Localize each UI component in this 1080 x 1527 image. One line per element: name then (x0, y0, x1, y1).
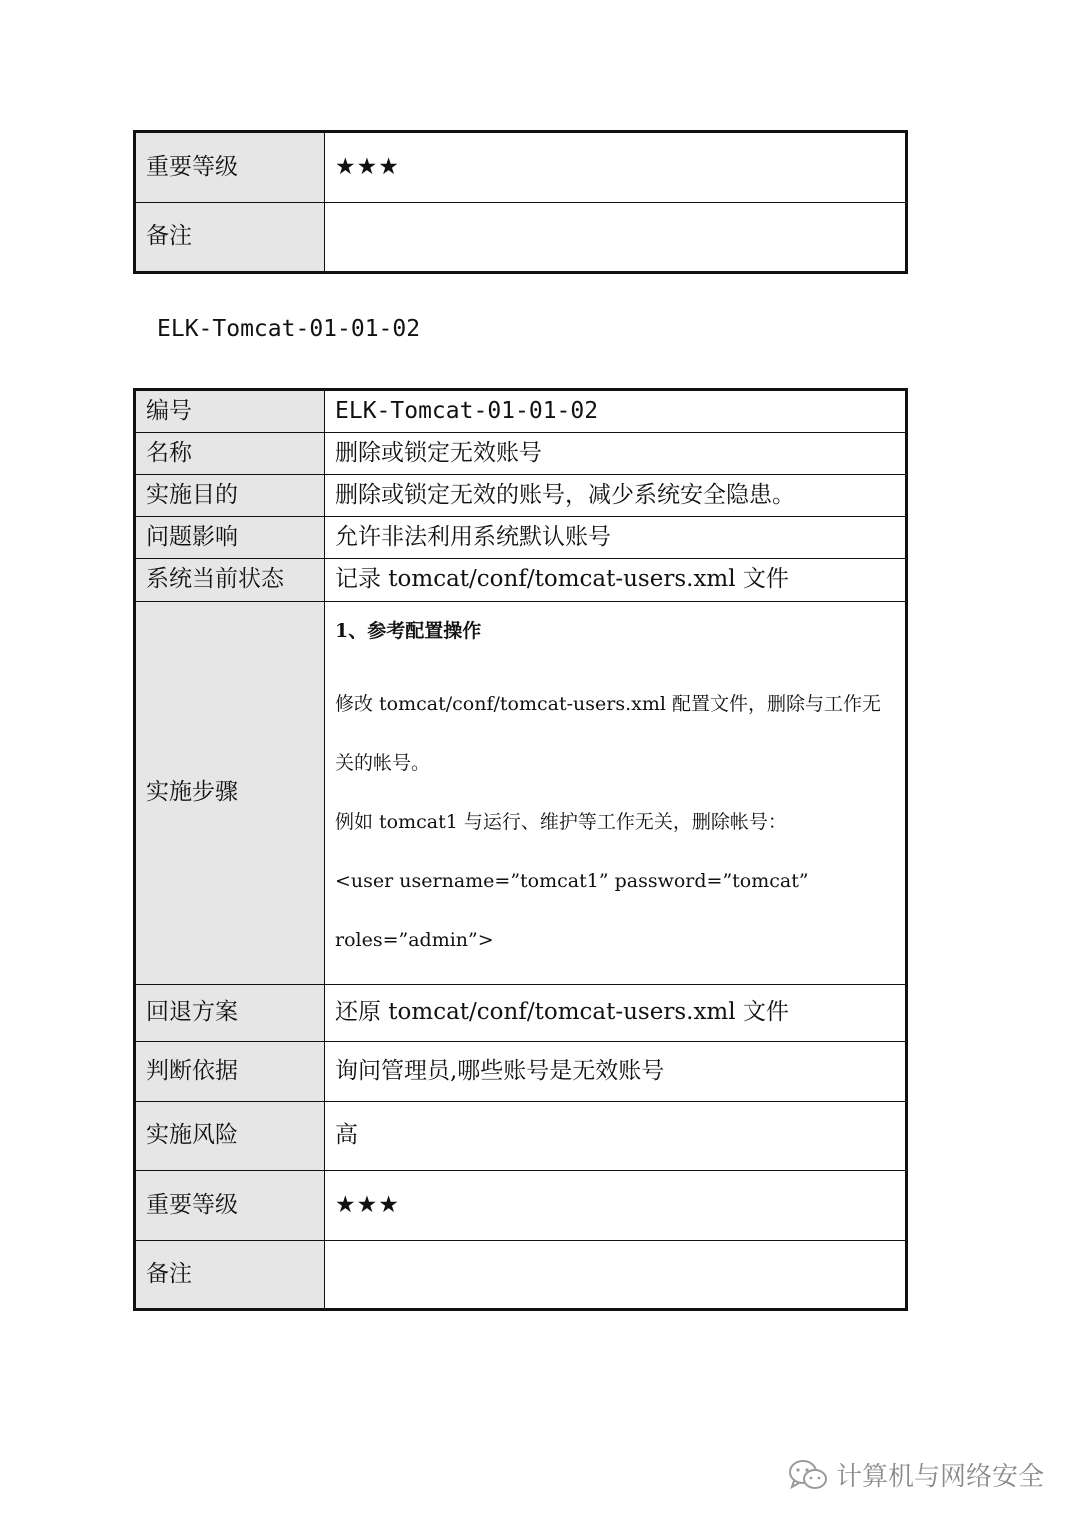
value-remarks (325, 1241, 907, 1310)
wechat-icon (788, 1458, 828, 1492)
watermark (788, 1456, 1044, 1493)
value-impact: 允许非法利用系统默认账号 (325, 517, 907, 559)
table-row (135, 1042, 907, 1102)
value-name: 删除或锁定无效账号 (325, 433, 907, 475)
table-row (135, 517, 907, 559)
label-importance: 重要等级 (135, 132, 325, 203)
value-rollback: 还原 tomcat/conf/tomcat-users.xml 文件 (325, 985, 907, 1042)
watermark-text: 计算机与网络安全 (835, 1462, 1044, 1492)
table-row (135, 433, 907, 475)
table-row (135, 602, 907, 985)
label-current-state: 系统当前状态 (135, 559, 325, 602)
info-table-2 (133, 388, 908, 1311)
label-criteria: 判断依据 (135, 1042, 325, 1102)
table-row (135, 390, 907, 433)
table-row (135, 475, 907, 517)
value-remarks (325, 203, 907, 273)
steps-line: 关的帐号。 (335, 752, 431, 774)
table-row (135, 203, 907, 273)
label-id: 编号 (135, 390, 325, 433)
table-row (135, 1241, 907, 1310)
label-importance: 重要等级 (135, 1171, 325, 1241)
label-risk: 实施风险 (135, 1102, 325, 1171)
value-purpose: 删除或锁定无效的账号，减少系统安全隐患。 (325, 475, 907, 517)
label-steps: 实施步骤 (135, 602, 325, 985)
table-row (135, 1171, 907, 1241)
label-rollback: 回退方案 (135, 985, 325, 1042)
value-importance: ★★★ (325, 1171, 907, 1241)
table-row (135, 1102, 907, 1171)
value-risk: 高 (325, 1102, 907, 1171)
table-row (135, 559, 907, 602)
value-id: ELK-Tomcat-01-01-02 (325, 390, 907, 433)
label-remarks: 备注 (135, 203, 325, 273)
info-table-1 (133, 130, 908, 274)
value-importance: ★★★ (325, 132, 907, 203)
steps-line: 例如 tomcat1 与运行、维护等工作无关，删除帐号： (335, 811, 787, 833)
table-row (135, 985, 907, 1042)
table-row (135, 132, 907, 203)
value-steps (325, 602, 907, 985)
steps-code-line: <user username=”tomcat1” password=”tomcat” roles=”admin”> (335, 870, 809, 951)
label-purpose: 实施目的 (135, 475, 325, 517)
label-remarks: 备注 (135, 1241, 325, 1310)
label-name: 名称 (135, 433, 325, 475)
steps-heading: 1、参考配置操作 (335, 620, 482, 642)
steps-line: 修改 tomcat/conf/tomcat-users.xml 配置文件，删除与工作无 (335, 693, 881, 715)
section-heading: ELK-Tomcat-01-01-02 (157, 316, 421, 342)
value-criteria: 询问管理员,哪些账号是无效账号 (325, 1042, 907, 1102)
value-current-state: 记录 tomcat/conf/tomcat-users.xml 文件 (325, 559, 907, 602)
label-impact: 问题影响 (135, 517, 325, 559)
